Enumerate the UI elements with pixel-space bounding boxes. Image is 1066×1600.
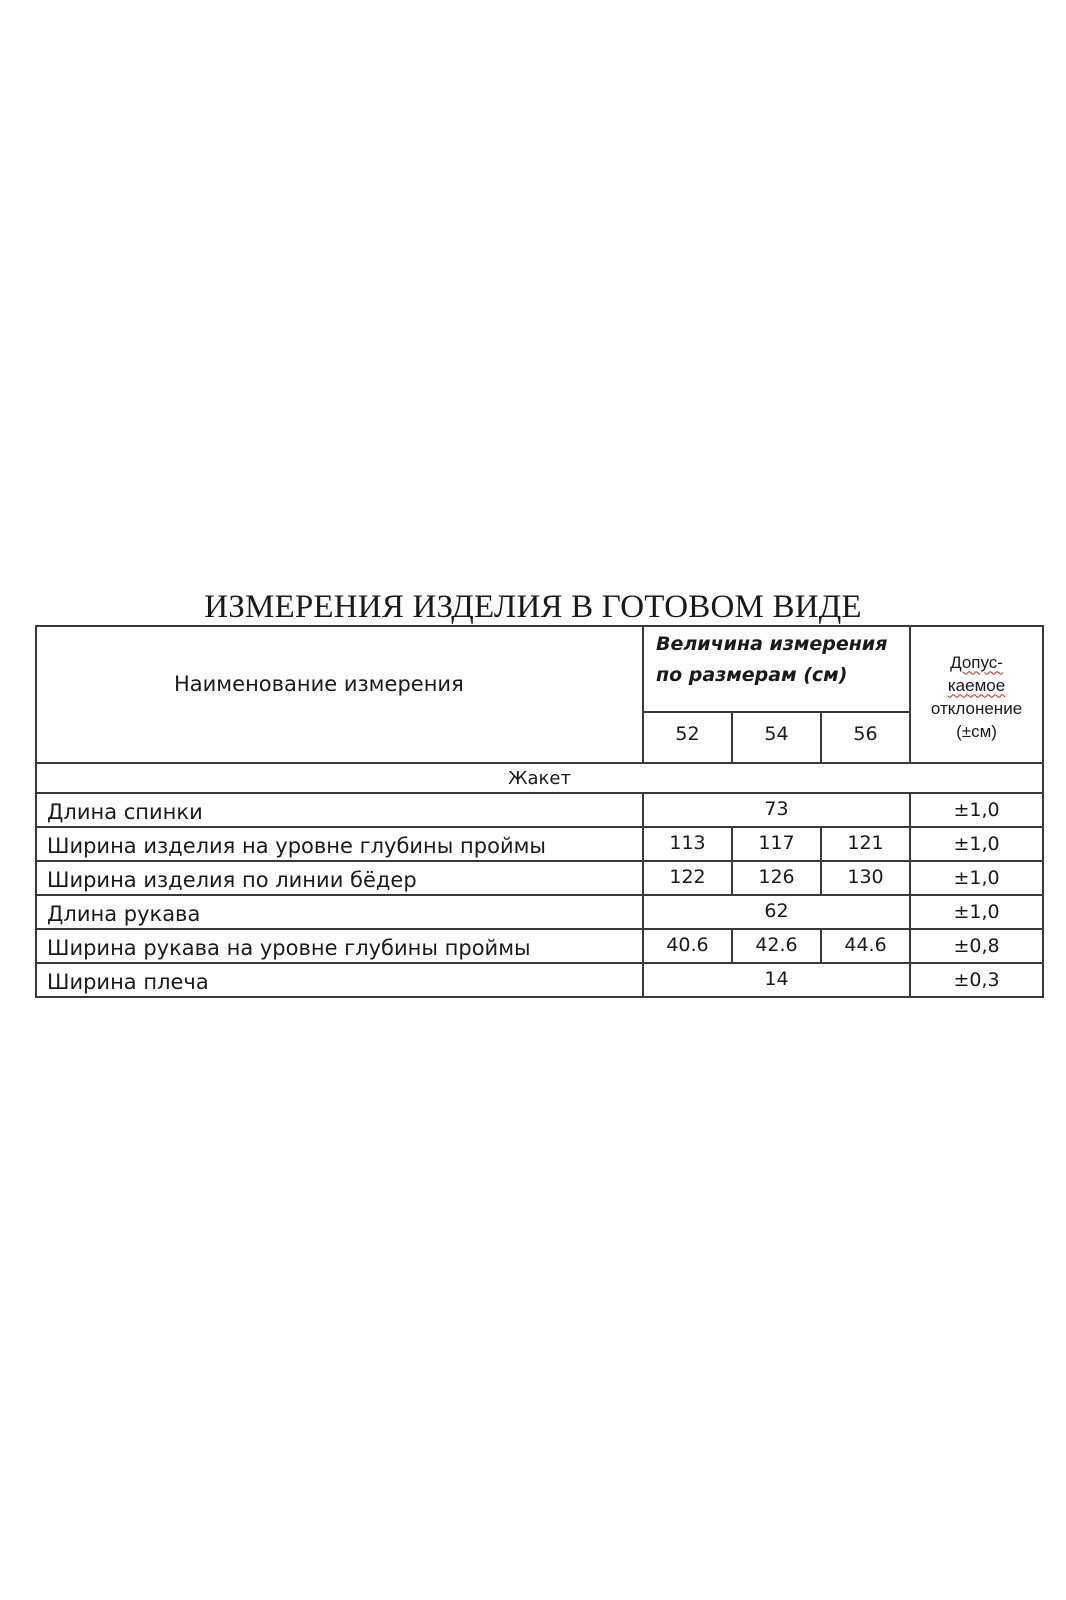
header-name-cell: Наименование измерения bbox=[36, 626, 643, 763]
row-tolerance: ±1,0 bbox=[910, 895, 1043, 929]
row-value-52: 122 bbox=[643, 861, 732, 895]
row-tolerance: ±1,0 bbox=[910, 793, 1043, 827]
size-header-54: 54 bbox=[732, 712, 821, 763]
header-value-cell: Величина измерения по размерам (см) bbox=[643, 626, 910, 712]
row-value-merged: 73 bbox=[643, 793, 910, 827]
row-value-merged: 62 bbox=[643, 895, 910, 929]
row-tolerance: ±1,0 bbox=[910, 827, 1043, 861]
row-value-56: 44.6 bbox=[821, 929, 910, 963]
size-header-52: 52 bbox=[643, 712, 732, 763]
row-name: Ширина плеча bbox=[36, 963, 643, 997]
row-name: Ширина изделия по линии бёдер bbox=[36, 861, 643, 895]
row-value-54: 117 bbox=[732, 827, 821, 861]
section-label: Жакет bbox=[36, 763, 1043, 793]
row-value-54: 42.6 bbox=[732, 929, 821, 963]
size-header-56: 56 bbox=[821, 712, 910, 763]
row-value-merged: 14 bbox=[643, 963, 910, 997]
tolerance-line-4: (±см) bbox=[956, 721, 997, 741]
table-row bbox=[36, 861, 1043, 895]
row-value-52: 113 bbox=[643, 827, 732, 861]
row-tolerance: ±0,8 bbox=[910, 929, 1043, 963]
row-name: Ширина изделия на уровне глубины проймы bbox=[36, 827, 643, 861]
row-tolerance: ±0,3 bbox=[910, 963, 1043, 997]
tolerance-line-3: отклонение bbox=[930, 698, 1023, 718]
table-row bbox=[36, 895, 1043, 929]
tolerance-line-1: Допус- bbox=[950, 652, 1003, 672]
table-row bbox=[36, 827, 1043, 861]
row-value-52: 40.6 bbox=[643, 929, 732, 963]
row-value-54: 126 bbox=[732, 861, 821, 895]
header-row bbox=[36, 626, 1043, 712]
row-value-56: 130 bbox=[821, 861, 910, 895]
table-row bbox=[36, 793, 1043, 827]
header-tolerance-cell bbox=[910, 626, 1043, 763]
table-row bbox=[36, 929, 1043, 963]
row-name: Длина рукава bbox=[36, 895, 643, 929]
table-row bbox=[36, 963, 1043, 997]
row-value-56: 121 bbox=[821, 827, 910, 861]
row-name: Ширина рукава на уровне глубины проймы bbox=[36, 929, 643, 963]
tolerance-line-2: каемое bbox=[947, 675, 1006, 695]
document-title: ИЗМЕРЕНИЯ ИЗДЕЛИЯ В ГОТОВОМ ВИДЕ bbox=[204, 589, 862, 625]
section-row bbox=[36, 763, 1043, 793]
row-name: Длина спинки bbox=[36, 793, 643, 827]
row-tolerance: ±1,0 bbox=[910, 861, 1043, 895]
measurements-table bbox=[35, 625, 1044, 998]
